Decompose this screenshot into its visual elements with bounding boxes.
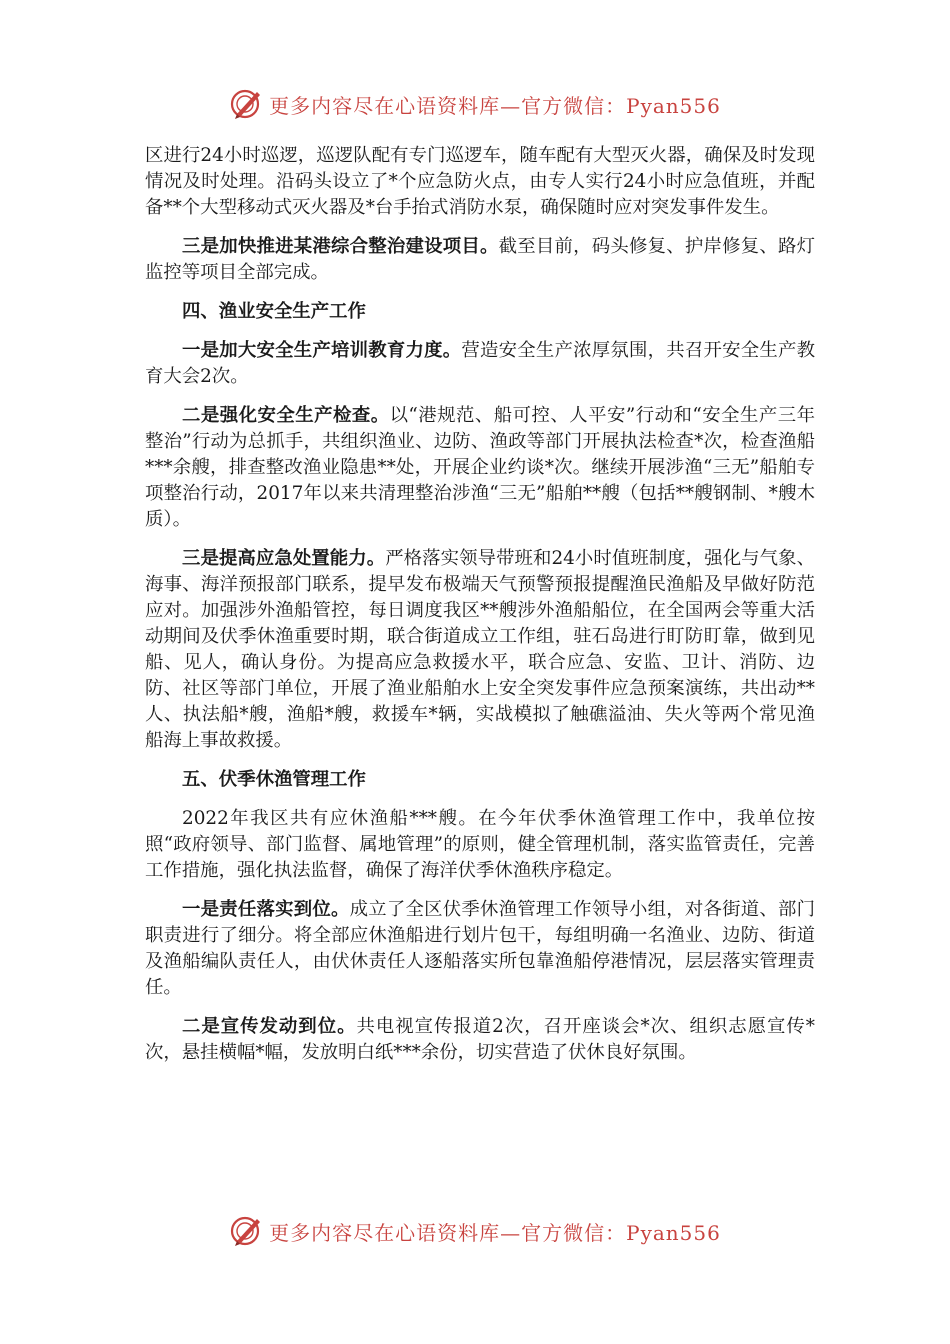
paragraph-text: 严格落实领导带班和24小时值班制度，强化与气象、海事、海洋预报部门联系，提早发布极端天气预警预报提醒渔民渔船及早做好防范应对。加强涉外渔船管控，每日调度我区**艘涉外渔船船位，在全国两会等重大活动期间及伏季休渔重要时期，联合街道成立工作组，驻石岛进行盯防盯靠，做到见船、见人，确认身份。为提高应急救援水平，联合应急、安监、卫计、消防、边防、社区等部门单位，开展了渔业船舶水上安全突发事件应急预案演练，共出动**人、执法船*艘，渔船*艘，救援车*辆，实战模拟了触礁溢油、失火等两个常见渔船海上事故救援。 (145, 548, 815, 751)
paragraph-text: 成立了全区伏季休渔管理工作领导小组，对各街道、部门职责进行了细分。将全部应休渔船进行划片包干，每组明确一名渔业、边防、街道及渔船编队责任人，由伏休责任人逐船落实所包靠渔船停港情况，层层落实管理责任。 (145, 899, 815, 998)
paragraph-text: 截至目前，码头修复、护岸修复、路灯监控等项目全部完成。 (145, 236, 815, 283)
paragraph-lead: 三是提高应急处置能力。 (182, 548, 386, 569)
pen-logo-icon (229, 1213, 265, 1249)
paragraph-text: 以“港规范、船可控、人平安”行动和“安全生产三年整治”行动为总抓手，共组织渔业、边防、渔政等部门开展执法检查*次，检查渔船***余艘，排查整改渔业隐患**处，开展企业约谈*次。继续开展涉渔“三无”船舶专项整治行动，2017年以来共清理整治涉渔“三无”船舶**艘（包括**艘钢制、*艘木质）。 (145, 405, 815, 530)
paragraph (145, 546, 815, 754)
header-text: 更多内容尽在心语资料库—官方微信：Pyan556 (269, 93, 721, 118)
paragraph-lead: 二是宣传发动到位。 (182, 1016, 357, 1037)
paragraph (145, 338, 815, 390)
paragraph-lead: 三是加快推进某港综合整治建设项目。 (182, 236, 499, 257)
paragraph (145, 806, 815, 884)
paragraph-text: 营造安全生产浓厚氛围，共召开安全生产教育大会2次。 (145, 340, 815, 387)
header-banner (0, 84, 950, 124)
paragraph (145, 1014, 815, 1066)
paragraph-lead: 一是责任落实到位。 (182, 899, 350, 920)
paragraph-lead: 二是强化安全生产检查。 (182, 405, 390, 426)
document-body (145, 143, 815, 1079)
paragraph (145, 403, 815, 533)
paragraph-text: 2022年我区共有应休渔船***艘。在今年伏季休渔管理工作中，我单位按照“政府领导、部门监督、属地管理”的原则，健全管理机制，落实监管责任，完善工作措施，强化执法监督，确保了海洋伏季休渔秩序稳定。 (145, 808, 815, 881)
paragraph-lead: 一是加大安全生产培训教育力度。 (182, 340, 462, 361)
pen-logo-icon (229, 86, 265, 122)
paragraph (145, 143, 815, 221)
paragraph (145, 897, 815, 1001)
section-heading: 五、伏季休渔管理工作 (182, 769, 366, 790)
footer-banner (0, 1211, 950, 1251)
section-heading: 四、渔业安全生产工作 (182, 301, 366, 322)
paragraph-text: 区进行24小时巡逻，巡逻队配有专门巡逻车，随车配有大型灭火器，确保及时发现情况及时处理。沿码头设立了*个应急防火点，由专人实行24小时应急值班，并配备**个大型移动式灭火器及*台手抬式消防水泵，确保随时应对突发事件发生。 (145, 145, 815, 218)
paragraph-text: 共电视宣传报道2次，召开座谈会*次、组织志愿宣传*次，悬挂横幅*幅，发放明白纸***余份，切实营造了伏休良好氛围。 (145, 1016, 815, 1063)
paragraph (145, 234, 815, 286)
footer-text: 更多内容尽在心语资料库—官方微信：Pyan556 (269, 1220, 721, 1245)
